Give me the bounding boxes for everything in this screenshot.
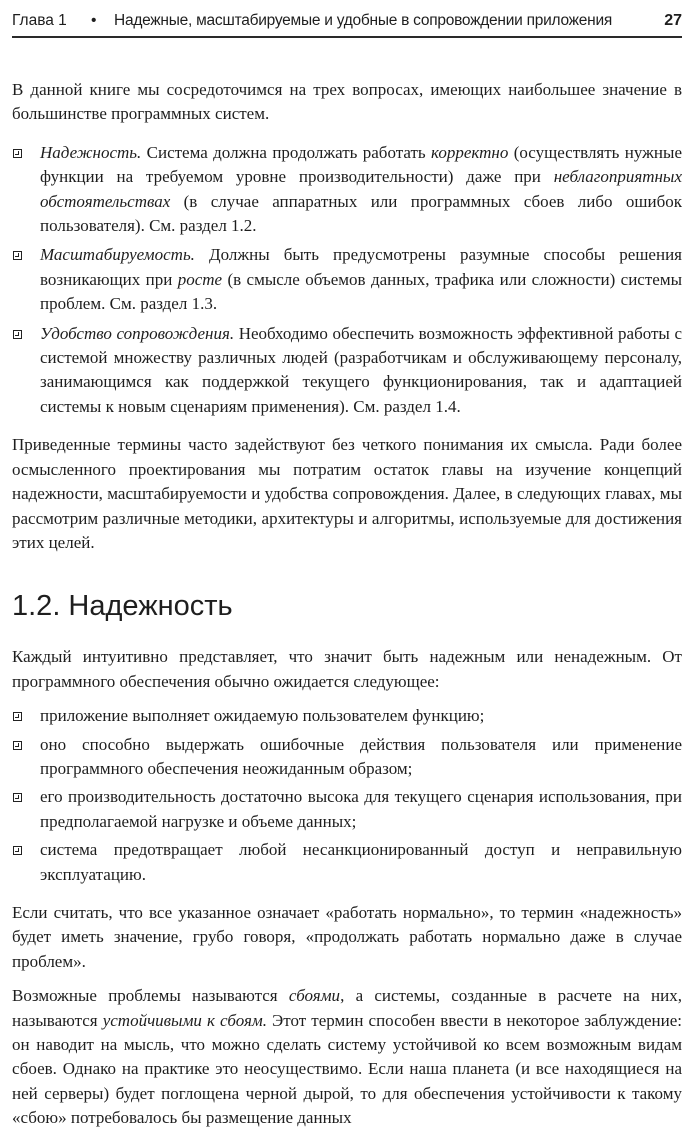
- item-text: Должны быть предусмотрены разумные способы решения возникающих при: [40, 245, 682, 289]
- checkbox-bullet-icon: [13, 793, 22, 802]
- item-text: (в случае аппаратных или программных сбоев либо ошибок пользователя). См. раздел 1.2.: [40, 191, 682, 236]
- chapter-label: Глава 1: [12, 12, 67, 29]
- intro-paragraph: В данной книге мы сосредоточимся на трех вопросах, имеющих наибольшее значение в большинстве программных систем.: [12, 80, 682, 124]
- running-header: [12, 8, 682, 34]
- term-reliability: Надежность.: [40, 142, 142, 162]
- header-rule: [12, 36, 682, 38]
- expectations-list: [12, 704, 682, 887]
- list-item: [12, 838, 682, 887]
- checkbox-bullet-icon: [13, 251, 22, 260]
- item-text: его производительность достаточно высока для текущего сценария использования, при предполагаемой нагрузке и объеме данных;: [40, 787, 682, 831]
- checkbox-bullet-icon: [13, 846, 22, 855]
- list-item: [12, 733, 682, 782]
- checkbox-bullet-icon: [13, 741, 22, 750]
- emphasis: неблагоприятных обстоятельствах: [40, 167, 682, 211]
- header-separator: •: [91, 12, 97, 29]
- para-text: Этот термин способен ввести в некоторое заблуждение: он наводит на мысль, что можно сделать систему устойчивой ко всем возможным видам сбоев. Однако на практике это неосуществимо. Если наша планета (и все находящиеся на ней серверы) будет поглощена черной дырой, то для обеспечения устойчивости к такому «сбою» потребовалось бы размещение данных: [12, 1010, 682, 1128]
- summary-paragraph: Приведенные термины часто задействуют без четкого понимания их смысла. Ради более осмысленного проектирования мы потратим остаток главы на изучение концепций надежности, масштабируемости и удобства сопровождения. Далее, в следующих главах, мы рассмотрим различные методики, архитектуры и алгоритмы, используемые для достижения этих целей.: [12, 435, 682, 552]
- term-maintainability: Удобство сопровождения.: [40, 323, 235, 343]
- list-item: [12, 785, 682, 834]
- term-scalability: Масштабируемость.: [40, 245, 195, 265]
- item-text: Необходимо обеспечить возможность эффективной работы с системой множеству различных людей (разработчикам и обслуживающему персоналу, занимающимся как поддержкой текущего функционирования, так и адаптацией системы к новым сценариям применения). См. раздел 1.4.: [40, 323, 683, 416]
- section-lead-paragraph: Каждый интуитивно представляет, что значит быть надежным или ненадежным. От программного обеспечения обычно ожидается следующее:: [12, 647, 682, 691]
- list-item-maintainability: [12, 322, 682, 420]
- page-number: 27: [664, 12, 682, 29]
- item-text: система предотвращает любой несанкционированный доступ и неправильную эксплуатацию.: [40, 840, 682, 884]
- para-text: Возможные проблемы называются: [12, 986, 289, 1006]
- item-text: (в смысле объемов данных, трафика или сложности) системы проблем. См. раздел 1.3.: [40, 269, 682, 314]
- emphasis: устойчивыми к сбоям.: [102, 1010, 267, 1030]
- item-text: Система должна продолжать работать: [141, 142, 432, 162]
- list-item-scalability: [12, 243, 682, 316]
- emphasis: сбоями: [288, 986, 341, 1006]
- item-text: оно способно выдержать ошибочные действия пользователя или применение программного обеспечения неожиданным образом;: [40, 734, 682, 778]
- item-text: (осуществлять нужные функции на требуемом уровне производительности) даже при: [40, 142, 682, 187]
- emphasis: росте: [177, 269, 223, 289]
- checkbox-bullet-icon: [13, 330, 22, 339]
- emphasis: корректно: [431, 142, 509, 162]
- list-item-reliability: [12, 141, 682, 239]
- checkbox-bullet-icon: [13, 149, 22, 158]
- para-text: , а системы, созданные в расчете на них, называются: [12, 986, 682, 1030]
- checkbox-bullet-icon: [13, 712, 22, 721]
- page-body: [12, 78, 682, 1141]
- list-item: [12, 704, 682, 728]
- concerns-list: [12, 141, 682, 419]
- section-heading: 1.2. Надежность: [12, 590, 233, 623]
- normal-operation-paragraph: Если считать, что все указанное означает «работать нормально», то термин «надежность» будет иметь значение, грубо говоря, «продолжать работать нормально даже в случае проблем».: [12, 902, 682, 971]
- faults-paragraph: [12, 984, 682, 1130]
- item-text: приложение выполняет ожидаемую пользователем функцию;: [40, 706, 485, 726]
- chapter-title: Надежные, масштабируемые и удобные в сопровождении приложения: [114, 12, 613, 29]
